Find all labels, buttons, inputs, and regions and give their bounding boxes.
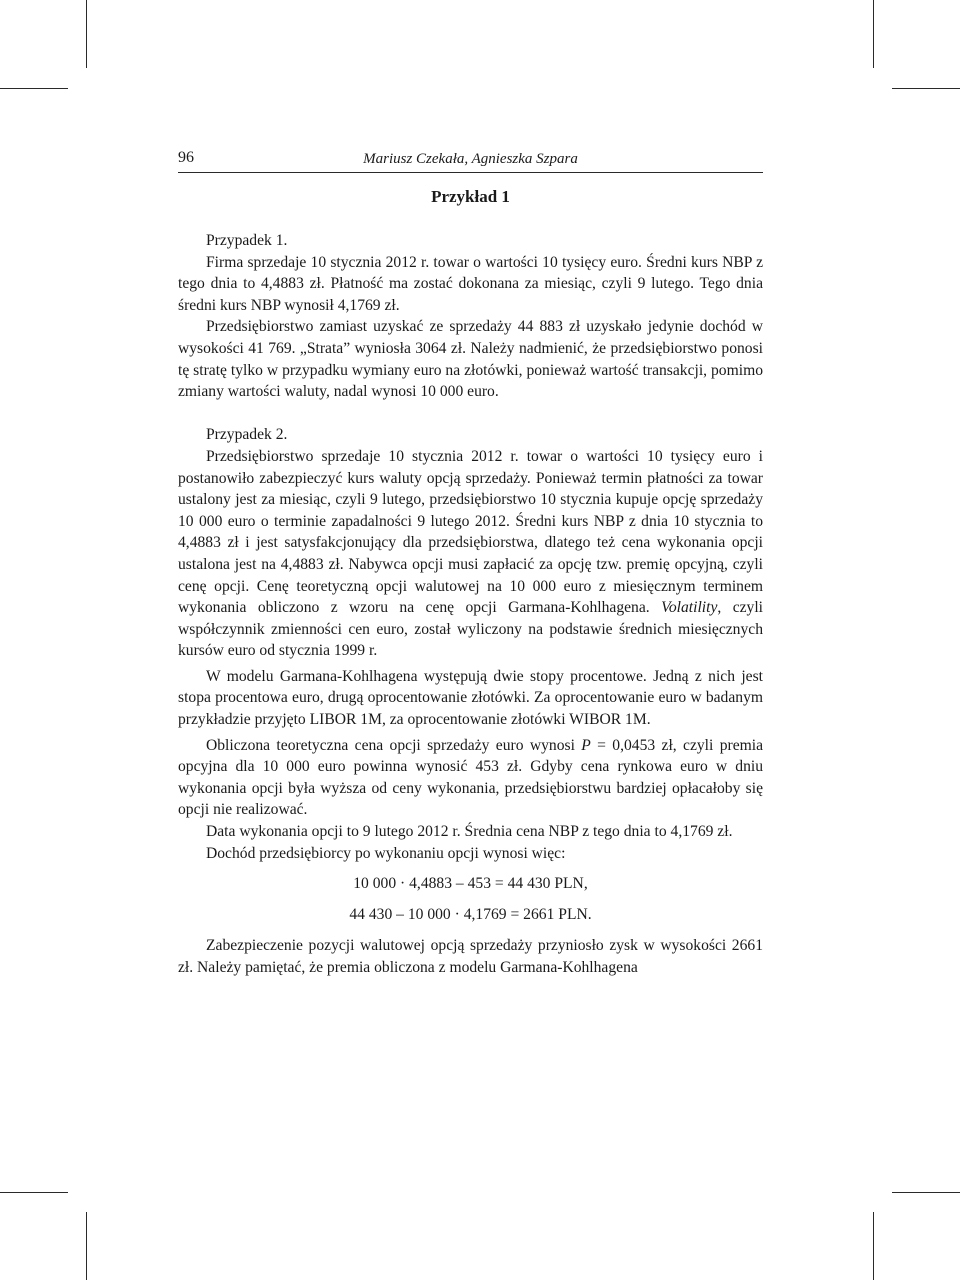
crop-mark-left-upper [0, 88, 68, 89]
formula-income: 10 000 · 4,4883 – 453 = 44 430 PLN, [353, 875, 588, 893]
case2-p3-text-a: Obliczona teoretyczna cena opcji sprzedaży euro wynosi [206, 736, 582, 754]
price-symbol: P [581, 736, 591, 754]
case1-paragraph-1: Firma sprzedaje 10 stycznia 2012 r. towar o wartości 10 tysięcy euro. Średni kurs NBP z tego dnia to 4,4883 zł. Płatność ma zostać dokonana za miesiąc, czyli 9 lutego. Tego dnia średni kurs NBP wynosił 4,1769 zł. [178, 253, 763, 314]
volatility-term: Volatility [661, 599, 718, 617]
crop-mark-right-upper [892, 88, 960, 89]
page-number: 96 [178, 149, 194, 166]
crop-mark-bottom-left [86, 1212, 87, 1280]
case2-p1-text-a: Przedsiębiorstwo sprzedaje 10 stycznia 2012 r. towar o wartości 10 tysięcy euro i postanowiło zabezpieczyć kurs waluty opcją sprzedaży. Ponieważ termin płatności za towar ustalony jest za miesiąc, czyli 9 lutego, przedsiębiorstwo 10 stycznia kupuje opcję sprzedaży 10 000 euro o terminie zapadalności 9 lutego 2012. Średni kurs NBP z dnia 10 stycznia to 4,4883 zł i jest satysfakcjonujący dla przedsiębiorstwa, dlatego też cena wykonania opcji ustalona jest na 4,4883 zł. Nabywca opcji musi zapłacić za opcję tzw. premię opcyjną, czyli cenę opcji. Cenę teoretyczną opcji walutowej na 10 000 euro z miesięcznym terminem wykonania obliczono z wzoru na cenę opcji Garmana-Kohlhagena. [178, 447, 763, 617]
crop-mark-top-right [873, 0, 874, 68]
case2-paragraph-5: Dochód przedsiębiorcy po wykonaniu opcji wynosi więc: [206, 844, 566, 862]
case2-heading: Przypadek 2. [206, 426, 288, 444]
crop-mark-bottom-right [873, 1212, 874, 1280]
crop-mark-top-left [86, 0, 87, 68]
running-head-authors: Mariusz Czekała, Agnieszka Szpara [363, 151, 578, 167]
case1-paragraph-2: Przedsiębiorstwo zamiast uzyskać ze sprzedaży 44 883 zł uzyskało jedynie dochód w wysokości 41 769. „Strata” wyniosła 3064 zł. Należy nadmienić, że przedsiębiorstwo ponosi tę stratę tylko w przypadku wymiany euro na złotówki, ponieważ wartość transakcji, pomimo zmiany wartości waluty, nadal wynosi 10 000 euro. [178, 318, 763, 401]
case2-paragraph-4: Data wykonania opcji to 9 lutego 2012 r. Średnia cena NBP z tego dnia to 4,1769 zł. [206, 823, 733, 841]
case2-p3-text-b: = 0,0453 zł, czyli premia opcyjna dla 10 000 euro powinna wynosić 453 zł. Gdyby cena rynkowa euro w dniu wykonania opcji była wyższa od ceny wykonania, przedsiębiorstwu bardziej opłacałoby się opcji nie realizować. [178, 736, 764, 819]
formula-profit: 44 430 – 10 000 · 4,1769 = 2661 PLN. [349, 906, 592, 924]
case2-paragraph-1 [178, 446, 763, 662]
case2-paragraph-6: Zabezpieczenie pozycji walutowej opcją sprzedaży przyniosło zysk w wysokości 2661 zł. Należy pamiętać, że premia obliczona z modelu Garmana-Kohlhagena [178, 937, 763, 976]
header-rule [178, 172, 763, 173]
case1-heading: Przypadek 1. [206, 232, 288, 249]
case2-paragraph-3 [178, 735, 763, 821]
case2-paragraph-2: W modelu Garmana-Kohlhagena występują dwie stopy procentowe. Jedną z nich jest stopa procentowa euro, drugą oprocentowanie złotówki. Za oprocentowanie euro w badanym przykładzie przyjęto LIBOR 1M, za oprocentowanie złotówki WIBOR 1M. [178, 667, 763, 729]
case2-p1-text-b: , czyli współczynnik zmienności cen euro, został wyliczony na podstawie średnich miesięcznych kursów euro od stycznia 1999 r. [178, 599, 763, 660]
crop-mark-left-lower [0, 1192, 68, 1193]
example-title: Przykład 1 [431, 187, 510, 206]
page-body [178, 230, 763, 978]
crop-mark-right-lower [892, 1192, 960, 1193]
